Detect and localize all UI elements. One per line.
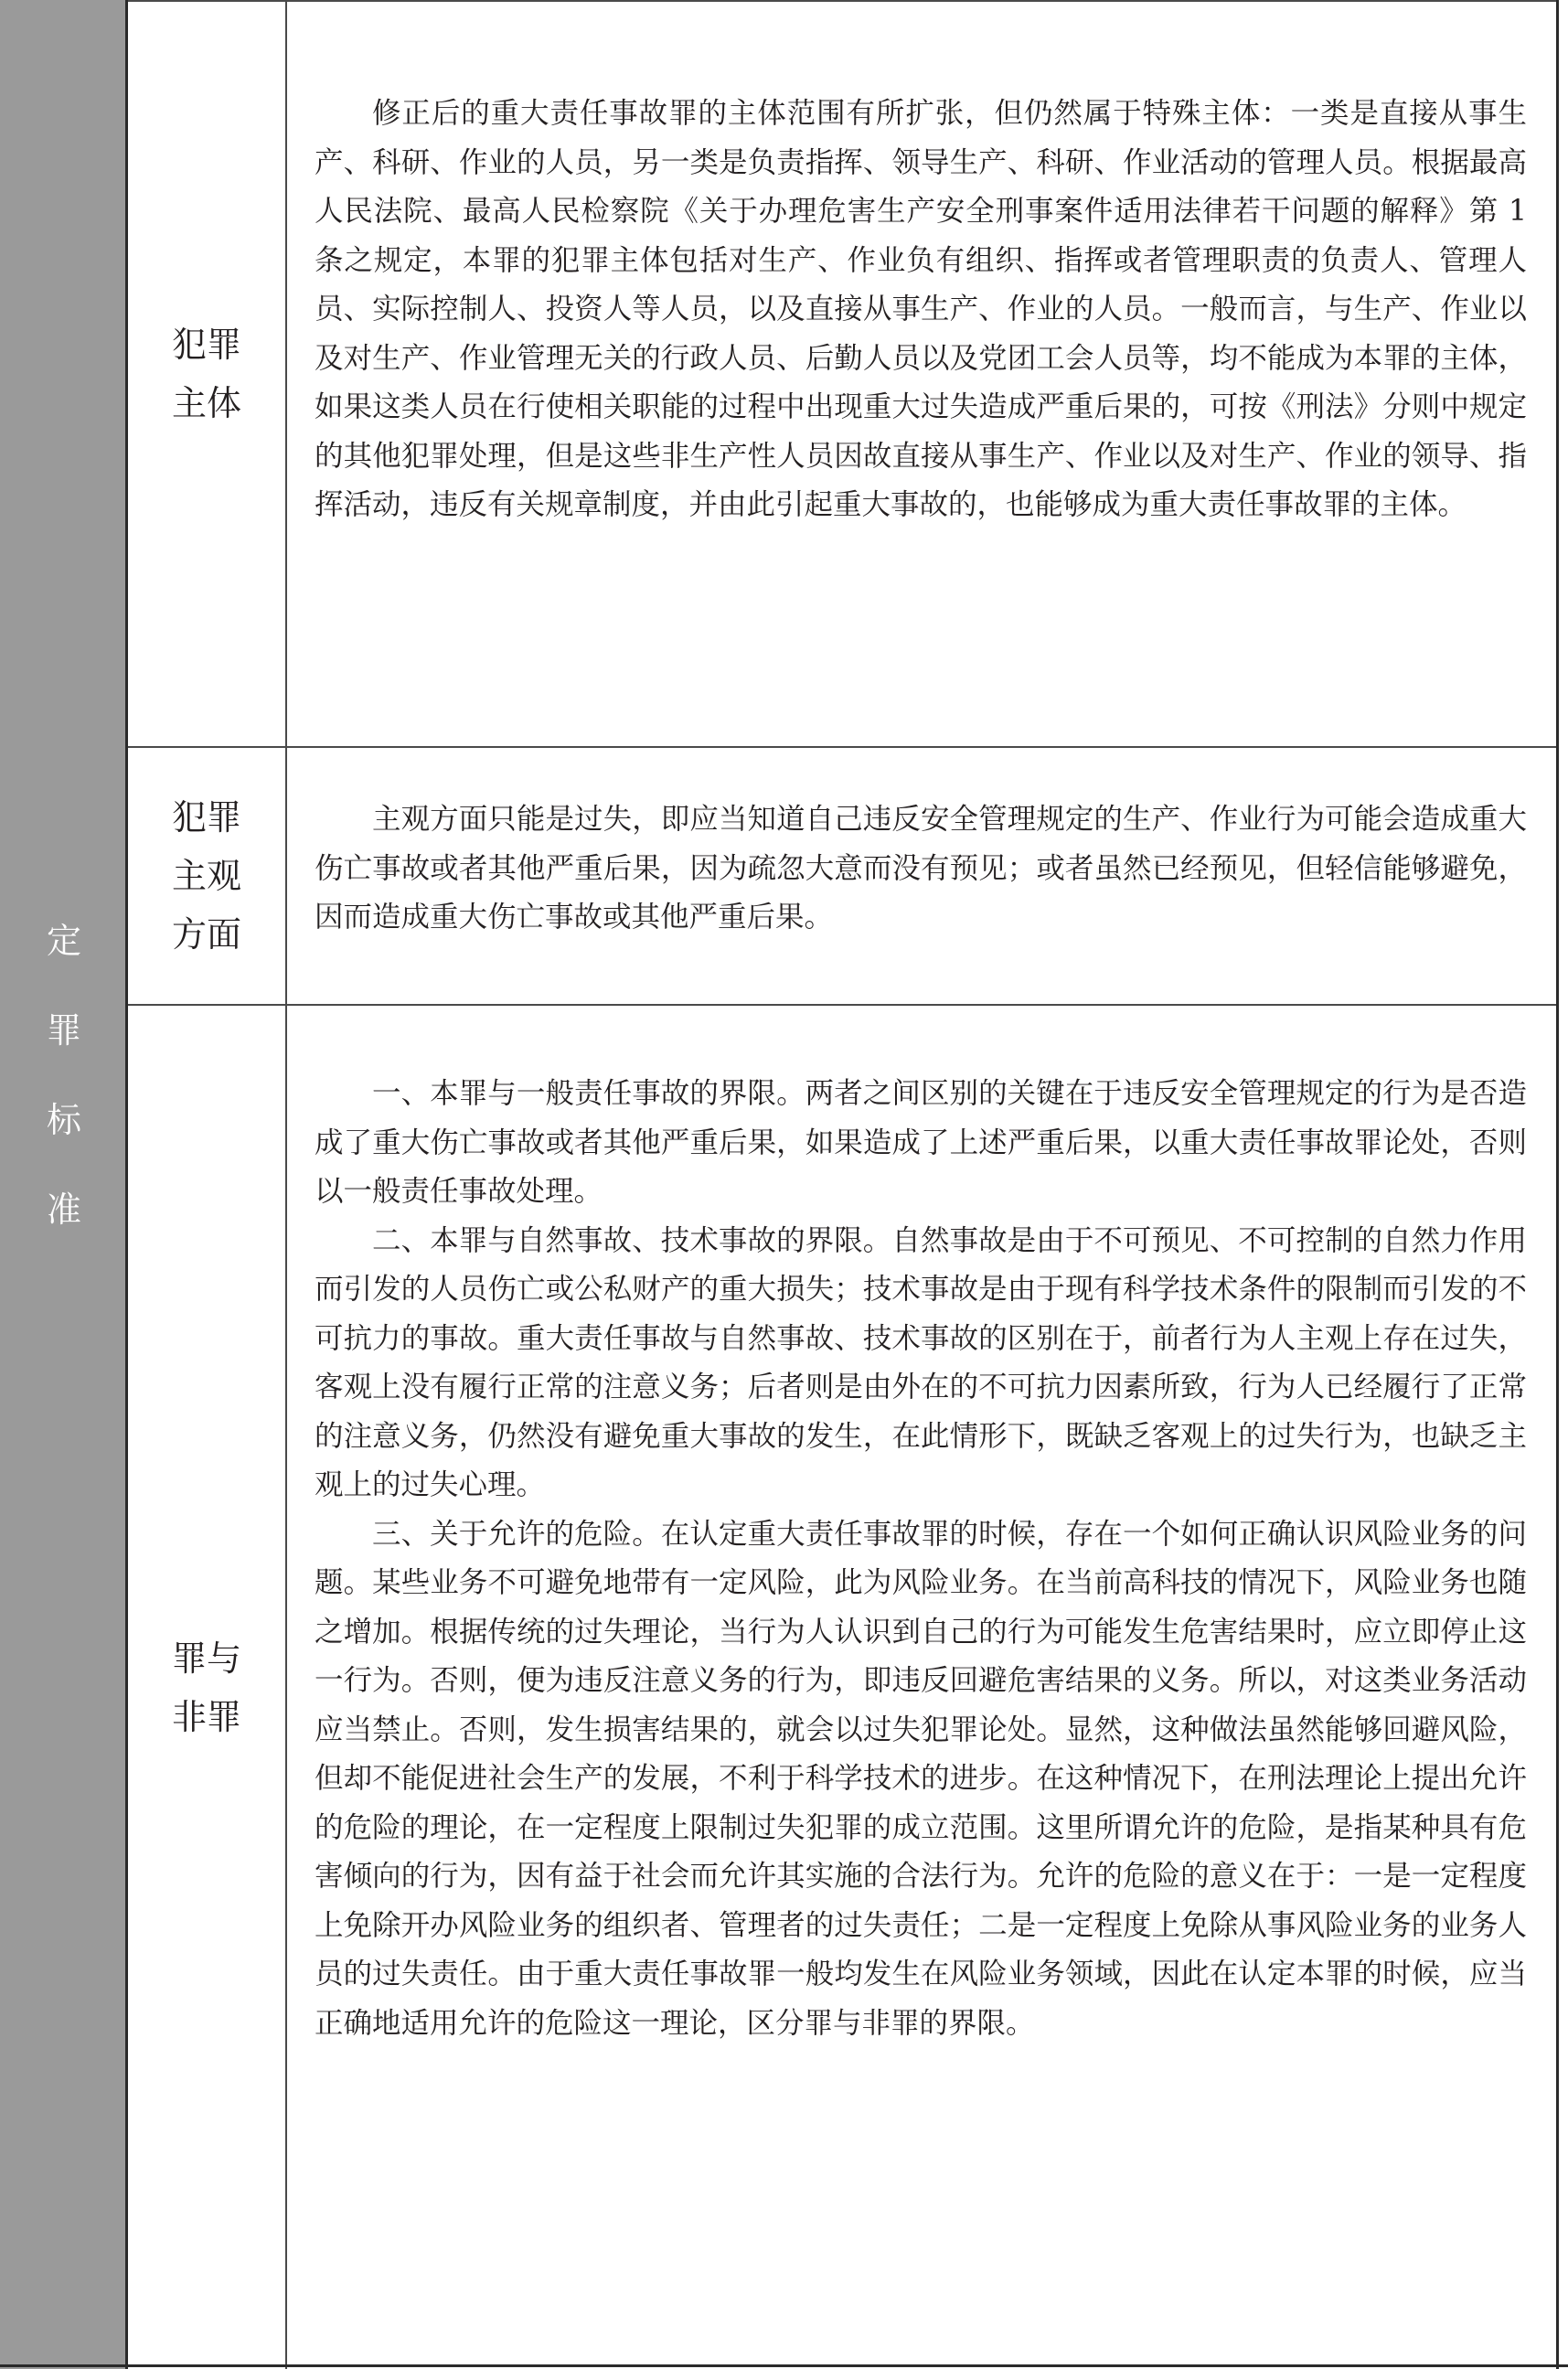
sidebar-char: 准 — [46, 1190, 81, 1230]
sidebar-char: 标 — [46, 1100, 81, 1140]
sidebar-section-band — [0, 0, 128, 2369]
sidebar-char: 罪 — [46, 1010, 81, 1051]
table-bottom-border — [0, 2364, 1568, 2367]
row-content-cell — [285, 1006, 1556, 2369]
table-row-subjective-aspect — [128, 748, 1556, 1006]
row-label-cell — [128, 748, 287, 1004]
row-label: 犯罪主体 — [171, 325, 241, 423]
paragraph: 二、本罪与自然事故、技术事故的界限。自然事故是由于不可预见、不可控制的自然力作用而引发的人员伤亡或公私财产的重大损失；技术事故是由于现有科学技术条件的限制而引发的不可抗力的事故。重大责任事故与自然事故、技术事故的区别在于，前者行为人主观上存在过失，客观上没有履行正常的注意义务；后者则是由外在的不可抗力因素所致，行为人已经履行了正常的注意义务，仍然没有避免重大事故的发生，在此情形下，既缺乏客观上的过失行为，也缺乏主观上的过失心理。 — [315, 1223, 1527, 1501]
row-label: 犯罪主观方面 — [171, 797, 241, 955]
paragraph: 修正后的重大责任事故罪的主体范围有所扩张，但仍然属于特殊主体：一类是直接从事生产、科研、作业的人员，另一类是负责指挥、领导生产、科研、作业活动的管理人员。根据最高人民法院、最高人民检察院《关于办理危害生产安全刑事案件适用法律若干问题的解释》第 1 条之规定，本罪的犯罪主体包括对生产、作业负有组织、指挥或者管理职责的负责人、管理人员、实际控制人、投资人等人员，以及直接从事生产、作业的人员。一般而言，与生产、作业以及对生产、作业管理无关的行政人员、后勤人员以及党团工会人员等，均不能成为本罪的主体，如果这类人员在行使相关职能的过程中出现重大过失造成严重后果的，可按《刑法》分则中规定的其他犯罪处理，但是这些非生产性人员因故直接从事生产、作业以及对生产、作业的领导、指挥活动，违反有关规章制度，并由此引起重大事故的，也能够成为重大责任事故罪的主体。 — [315, 97, 1527, 521]
table-row-crime-vs-noncrime — [128, 1006, 1556, 2369]
row-label-cell — [128, 2, 287, 746]
row-label: 罪与非罪 — [171, 1638, 241, 1737]
row-label-cell — [128, 1006, 287, 2369]
table-row-crime-subject — [128, 0, 1556, 748]
sidebar-section-title — [0, 923, 128, 1282]
row-content-cell — [285, 2, 1556, 746]
sidebar-char: 定 — [46, 921, 81, 961]
row-content-cell — [285, 748, 1556, 1004]
paragraph: 一、本罪与一般责任事故的界限。两者之间区别的关键在于违反安全管理规定的行为是否造成了重大伤亡事故或者其他严重后果，如果造成了上述严重后果，以重大责任事故罪论处，否则以一般责任事故处理。 — [315, 1077, 1527, 1208]
paragraph: 主观方面只能是过失，即应当知道自己违反安全管理规定的生产、作业行为可能会造成重大伤亡事故或者其他严重后果，因为疏忽大意而没有预见；或者虽然已经预见，但轻信能够避免，因而造成重大伤亡事故或其他严重后果。 — [315, 803, 1527, 934]
criteria-table — [128, 0, 1559, 2369]
paragraph: 三、关于允许的危险。在认定重大责任事故罪的时候，存在一个如何正确认识风险业务的问题。某些业务不可避免地带有一定风险，此为风险业务。在当前高科技的情况下，风险业务也随之增加。根据传统的过失理论，当行为人认识到自己的行为可能发生危害结果时，应立即停止这一行为。否则，便为违反注意义务的行为，即违反回避危害结果的义务。所以，对这类业务活动应当禁止。否则，发生损害结果的，就会以过失犯罪论处。显然，这种做法虽然能够回避风险，但却不能促进社会生产的发展，不利于科学技术的进步。在这种情况下，在刑法理论上提出允许的危险的理论，在一定程度上限制过失犯罪的成立范围。这里所谓允许的危险，是指某种具有危害倾向的行为，因有益于社会而允许其实施的合法行为。允许的危险的意义在于：一是一定程度上免除开办风险业务的组织者、管理者的过失责任；二是一定程度上免除从事风险业务的业务人员的过失责任。由于重大责任事故罪一般均发生在风险业务领域，因此在认定本罪的时候，应当正确地适用允许的危险这一理论，区分罪与非罪的界限。 — [315, 1517, 1527, 2040]
